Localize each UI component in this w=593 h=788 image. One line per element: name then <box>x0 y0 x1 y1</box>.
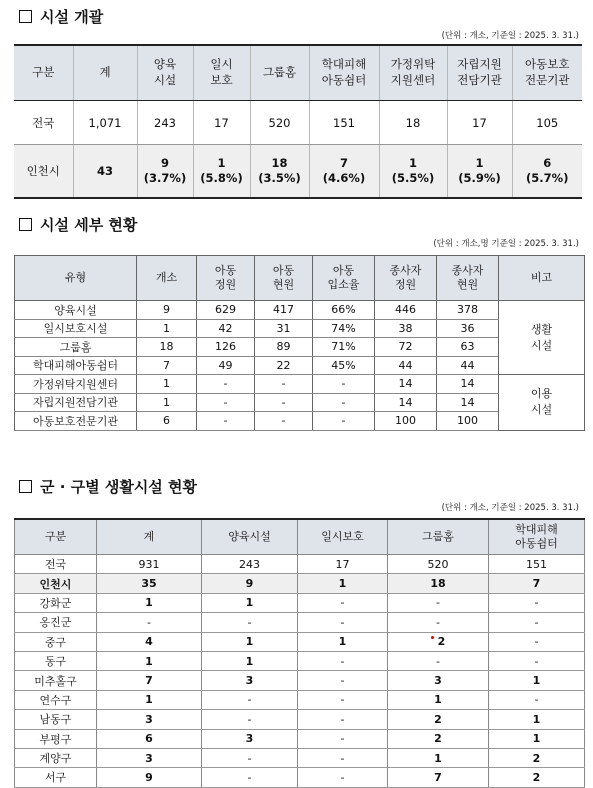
table-cell: 1 <box>137 393 197 412</box>
section-3-unit: (단위 : 개소, 기준일 : 2025. 3. 31.) <box>441 503 579 513</box>
table-cell: - <box>298 613 388 632</box>
table-cell: 35 <box>97 574 202 593</box>
table-cell: 7 <box>97 671 202 690</box>
row-label: 학대피해아동쉼터 <box>15 356 137 375</box>
checkbox-square-icon <box>19 480 32 493</box>
table-cell: 1 <box>489 710 585 729</box>
table-cell: 18 (3.5%) <box>250 145 309 199</box>
table-cell: - <box>202 710 298 729</box>
table-row <box>15 301 585 320</box>
table-cell: 44 <box>375 356 437 375</box>
column-header: 구분 <box>15 519 97 555</box>
table-cell: 6 <box>97 729 202 748</box>
column-header: 양육 시설 <box>137 45 193 101</box>
table-cell: 1 <box>202 651 298 670</box>
table-cell: - <box>197 412 255 431</box>
row-label: 일시보호시설 <box>15 319 137 338</box>
table-cell: 45% <box>313 356 375 375</box>
table-cell: 151 <box>489 555 585 574</box>
table-cell: 3 <box>202 671 298 690</box>
row-label: 옹진군 <box>15 613 97 632</box>
section-2-title <box>19 214 137 235</box>
table-cell: 931 <box>97 555 202 574</box>
table-cell: 72 <box>375 338 437 357</box>
checkbox-square-icon <box>19 10 32 23</box>
row-label: 전국 <box>14 101 73 145</box>
row-label: 자립지원전담기관 <box>15 393 137 412</box>
table-cell: 9 <box>97 768 202 787</box>
table-cell: - <box>489 651 585 670</box>
table-cell: 66% <box>313 301 375 320</box>
table-cell: - <box>298 768 388 787</box>
table-cell: - <box>489 613 585 632</box>
table-cell: 243 <box>137 101 193 145</box>
table-row <box>15 555 585 574</box>
table-row <box>15 710 585 729</box>
table-cell: 1 <box>298 632 388 651</box>
table-cell: 49 <box>197 356 255 375</box>
table-cell: 243 <box>202 555 298 574</box>
column-header: 종사자 현원 <box>437 256 499 301</box>
column-header: 유형 <box>15 256 137 301</box>
table-row <box>14 101 582 145</box>
column-header: 아동보호 전문기관 <box>512 45 582 101</box>
table-cell: - <box>197 393 255 412</box>
column-header: 학대피해 아동쉼터 <box>489 519 585 555</box>
checkbox-square-icon <box>19 218 32 231</box>
table-cell: 9 <box>137 301 197 320</box>
table-cell: 9 <box>202 574 298 593</box>
table-cell: - <box>255 375 313 394</box>
table-cell: 1 <box>298 574 388 593</box>
table-cell: 7 <box>489 574 585 593</box>
table-cell: 1 <box>97 690 202 709</box>
table-cell: 1 <box>489 729 585 748</box>
table-cell: - <box>489 632 585 651</box>
table-cell: 31 <box>255 319 313 338</box>
row-label: 남동구 <box>15 710 97 729</box>
section-1-unit: (단위 : 개소, 기준일 : 2025. 3. 31.) <box>441 31 579 41</box>
facility-detail-table <box>14 255 585 431</box>
section-3-title-text: 군 · 구별 생활시설 현황 <box>40 478 197 496</box>
table-cell: 42 <box>197 319 255 338</box>
table-header-row <box>15 256 585 301</box>
column-header: 계 <box>73 45 137 101</box>
table-cell: 17 <box>447 101 512 145</box>
table-cell: 151 <box>309 101 379 145</box>
table-cell: - <box>255 393 313 412</box>
table-cell: 14 <box>375 375 437 394</box>
row-label: 미추홀구 <box>15 671 97 690</box>
table-row <box>15 593 585 612</box>
column-header: 종사자 정원 <box>375 256 437 301</box>
table-cell: 1 (5.5%) <box>379 145 447 199</box>
column-header: 구분 <box>14 45 73 101</box>
table-cell: - <box>489 593 585 612</box>
table-cell: 3 <box>388 671 489 690</box>
table-cell: - <box>202 768 298 787</box>
table-row <box>15 729 585 748</box>
table-row <box>15 768 585 787</box>
row-label: 부평구 <box>15 729 97 748</box>
table-cell: 4 <box>97 632 202 651</box>
table-cell: 446 <box>375 301 437 320</box>
table-cell: 22 <box>255 356 313 375</box>
table-cell: 44 <box>437 356 499 375</box>
table-cell: 14 <box>437 393 499 412</box>
table-cell: 2 <box>388 729 489 748</box>
table-cell: 1 <box>388 748 489 767</box>
table-cell: - <box>202 613 298 632</box>
column-header: 그룹홈 <box>250 45 309 101</box>
facility-overview-table <box>14 44 582 199</box>
table-cell: 18 <box>137 338 197 357</box>
table-cell: 520 <box>250 101 309 145</box>
section-1-title <box>19 6 103 27</box>
table-cell: - <box>313 412 375 431</box>
row-label: 계양구 <box>15 748 97 767</box>
table-cell: - <box>388 593 489 612</box>
column-header: 가정위탁 지원센터 <box>379 45 447 101</box>
section-1-title-text: 시설 개괄 <box>40 8 104 26</box>
column-header: 아동 정원 <box>197 256 255 301</box>
table-cell: 126 <box>197 338 255 357</box>
table-cell: - <box>197 375 255 394</box>
table-row <box>15 574 585 593</box>
table-cell: - <box>97 613 202 632</box>
table-cell: 1 <box>489 671 585 690</box>
table-cell: 17 <box>298 555 388 574</box>
table-cell: 9 (3.7%) <box>137 145 193 199</box>
table-cell: 629 <box>197 301 255 320</box>
column-header: 학대피해 아동쉼터 <box>309 45 379 101</box>
column-header: 계 <box>97 519 202 555</box>
table-cell: - <box>298 710 388 729</box>
row-label: 전국 <box>15 555 97 574</box>
table-cell: 7 <box>388 768 489 787</box>
table-cell: 1 <box>388 690 489 709</box>
table-cell: 18 <box>379 101 447 145</box>
table-cell: 14 <box>437 375 499 394</box>
table-cell: 17 <box>193 101 250 145</box>
table-row <box>14 145 582 199</box>
table-cell: 3 <box>97 748 202 767</box>
table-cell: 1,071 <box>73 101 137 145</box>
section-3-title <box>19 476 197 497</box>
table-cell: 100 <box>437 412 499 431</box>
table-cell: 2 <box>388 632 489 651</box>
table-cell: 1 <box>202 593 298 612</box>
column-header: 양육시설 <box>202 519 298 555</box>
table-cell: 7 (4.6%) <box>309 145 379 199</box>
table-cell: 6 (5.7%) <box>512 145 582 199</box>
section-2-title-text: 시설 세부 현황 <box>40 216 138 234</box>
table-cell: - <box>298 748 388 767</box>
table-row <box>15 632 585 651</box>
column-header: 그룹홈 <box>388 519 489 555</box>
table-cell: 1 <box>137 319 197 338</box>
table-cell: - <box>298 593 388 612</box>
table-cell: 1 (5.9%) <box>447 145 512 199</box>
row-label: 가정위탁지원센터 <box>15 375 137 394</box>
table-cell: - <box>489 690 585 709</box>
table-row <box>15 613 585 632</box>
table-cell: 3 <box>97 710 202 729</box>
table-cell: - <box>313 375 375 394</box>
table-cell: 1 <box>97 593 202 612</box>
table-row <box>15 375 585 394</box>
table-cell: 43 <box>73 145 137 199</box>
table-cell: - <box>298 690 388 709</box>
column-header: 아동 입소율 <box>313 256 375 301</box>
table-cell: 2 <box>489 748 585 767</box>
table-cell: 18 <box>388 574 489 593</box>
table-cell: 63 <box>437 338 499 357</box>
column-header: 일시 보호 <box>193 45 250 101</box>
column-header: 아동 현원 <box>255 256 313 301</box>
table-cell: 89 <box>255 338 313 357</box>
row-label: 아동보호전문기관 <box>15 412 137 431</box>
table-cell: 520 <box>388 555 489 574</box>
row-label: 서구 <box>15 768 97 787</box>
table-cell: 36 <box>437 319 499 338</box>
column-header: 비고 <box>499 256 585 301</box>
table-cell: 6 <box>137 412 197 431</box>
table-cell: - <box>298 651 388 670</box>
table-cell: - <box>202 748 298 767</box>
note-living-facility: 생활 시설 <box>499 301 585 375</box>
table-cell: 378 <box>437 301 499 320</box>
table-row <box>15 651 585 670</box>
table-cell: 1 <box>137 375 197 394</box>
table-cell: 417 <box>255 301 313 320</box>
row-label: 인천시 <box>14 145 73 199</box>
note-use-facility: 이용 시설 <box>499 375 585 431</box>
row-label: 중구 <box>15 632 97 651</box>
table-cell: 2 <box>489 768 585 787</box>
row-label: 동구 <box>15 651 97 670</box>
table-cell: - <box>255 412 313 431</box>
column-header: 개소 <box>137 256 197 301</box>
row-label: 인천시 <box>15 574 97 593</box>
table-cell: 38 <box>375 319 437 338</box>
table-cell: 14 <box>375 393 437 412</box>
red-dot-icon <box>431 636 434 639</box>
table-cell: 2 <box>388 710 489 729</box>
table-cell: - <box>298 729 388 748</box>
table-row <box>15 690 585 709</box>
table-cell: - <box>313 393 375 412</box>
column-header: 자립지원 전담기관 <box>447 45 512 101</box>
row-label: 강화군 <box>15 593 97 612</box>
table-cell: 1 (5.8%) <box>193 145 250 199</box>
table-cell: - <box>388 651 489 670</box>
table-cell: - <box>298 671 388 690</box>
table-cell: 100 <box>375 412 437 431</box>
table-header-row <box>15 519 585 555</box>
table-cell: 1 <box>202 632 298 651</box>
row-label: 연수구 <box>15 690 97 709</box>
table-cell: 1 <box>97 651 202 670</box>
table-cell: 71% <box>313 338 375 357</box>
table-cell: - <box>202 690 298 709</box>
table-row <box>15 671 585 690</box>
table-cell: 3 <box>202 729 298 748</box>
table-cell: 74% <box>313 319 375 338</box>
table-cell: 7 <box>137 356 197 375</box>
table-row <box>15 748 585 767</box>
row-label: 그룹홈 <box>15 338 137 357</box>
section-2-unit: (단위 : 개소,명 기준일 : 2025. 3. 31.) <box>433 239 579 249</box>
table-cell: 105 <box>512 101 582 145</box>
row-label: 양육시설 <box>15 301 137 320</box>
table-cell: - <box>388 613 489 632</box>
table-header-row <box>14 45 582 101</box>
column-header: 일시보호 <box>298 519 388 555</box>
district-facility-table <box>14 518 585 788</box>
